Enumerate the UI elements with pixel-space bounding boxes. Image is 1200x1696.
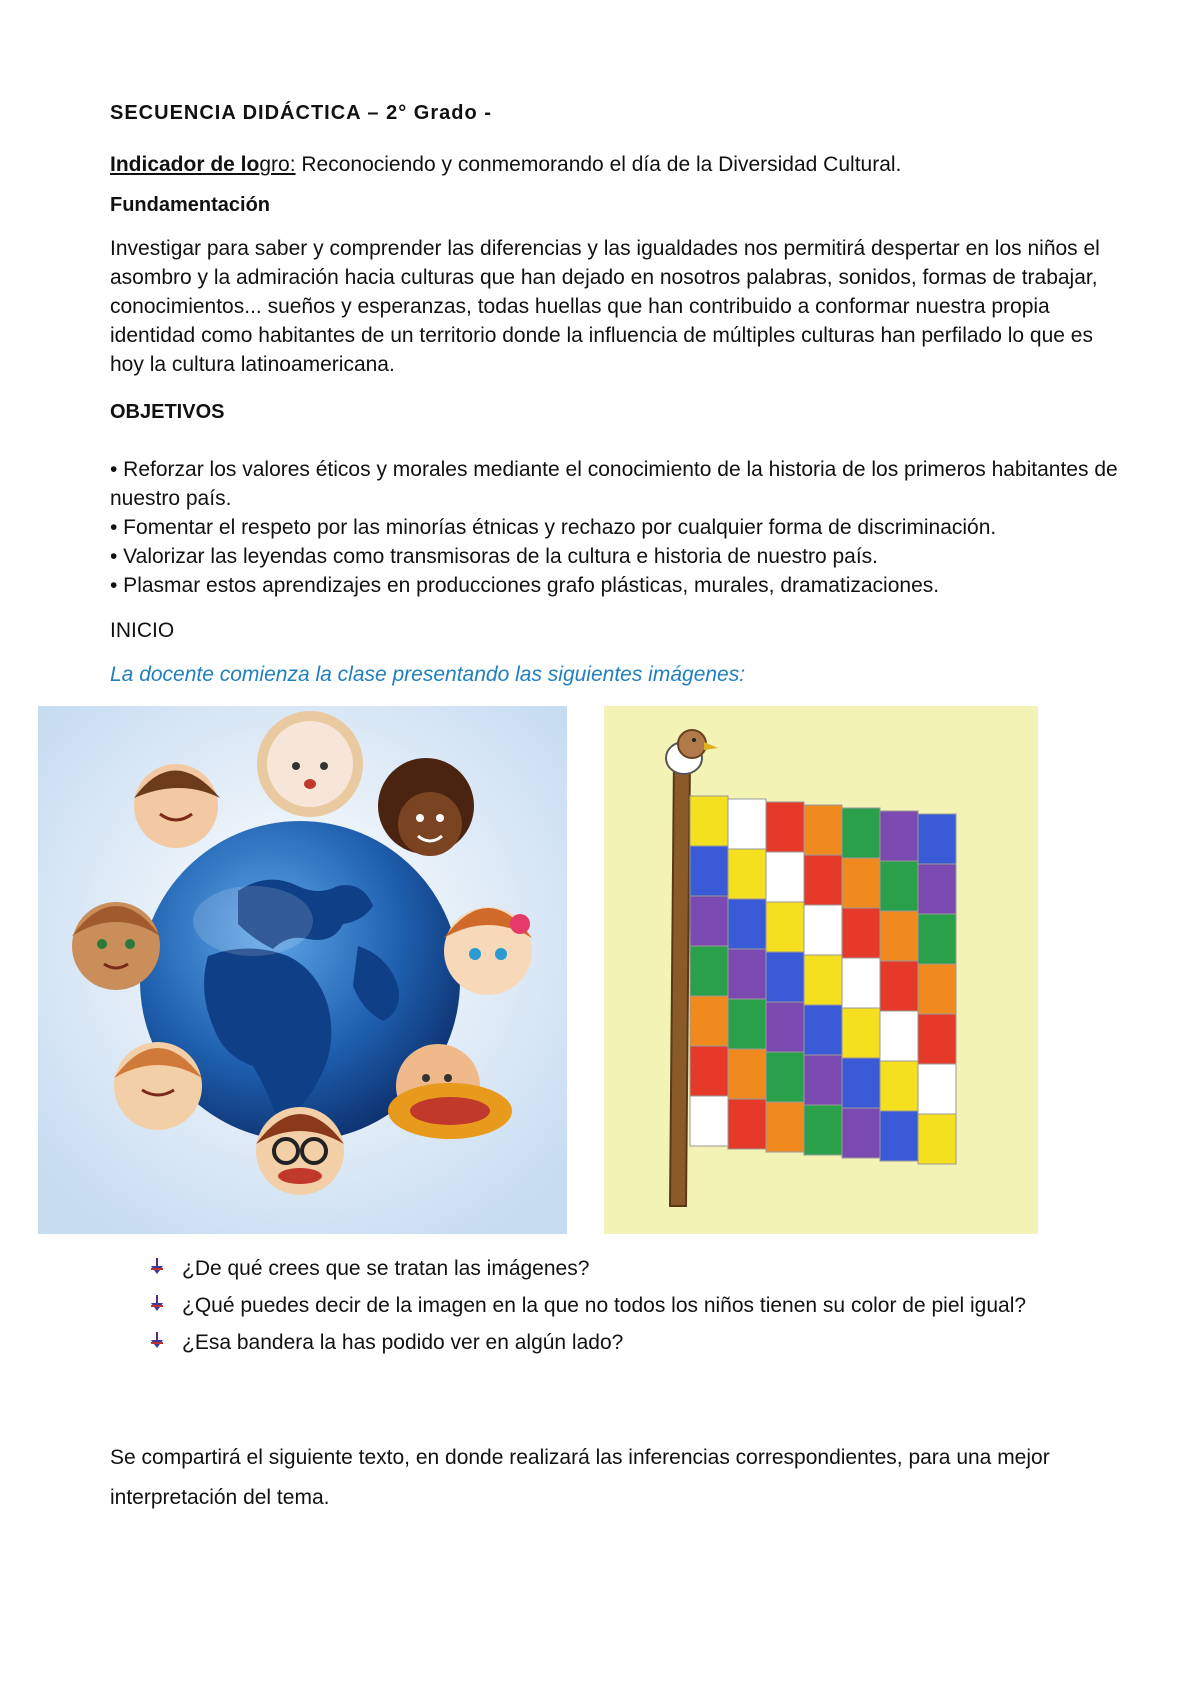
share-text-paragraph: Se compartirá el siguiente texto, en donde realizará las inferencias correspondientes, para una mejor interpretación del tema. (110, 1446, 1050, 1509)
wiphala-square (918, 964, 956, 1014)
wiphala-square (880, 961, 918, 1011)
wiphala-square (918, 1064, 956, 1114)
wiphala-square (728, 999, 766, 1049)
arrow-bullet-icon (148, 1294, 182, 1318)
arrow-bullet-icon (148, 1257, 182, 1281)
question-item (148, 1250, 1148, 1287)
wiphala-square (842, 858, 880, 908)
indicator-label: Indicador de lo (110, 153, 260, 176)
wiphala-square (728, 799, 766, 849)
wiphala-square (766, 902, 804, 952)
indicator-text: Reconociendo y conmemorando el día de la Diversidad Cultural. (295, 153, 902, 176)
wiphala-flag-image (604, 706, 1038, 1234)
wiphala-square (690, 946, 728, 996)
wiphala-square (918, 1014, 956, 1064)
wiphala-square (880, 811, 918, 861)
wiphala-square (690, 1096, 728, 1146)
question-item (148, 1287, 1148, 1324)
wiphala-square (842, 1108, 880, 1158)
child-face-icon (262, 716, 358, 812)
wiphala-square (842, 808, 880, 858)
question-text: ¿Qué puedes decir de la imagen en la que no todos los niños tienen su color de piel igual? (182, 1293, 1027, 1317)
fundamentacion-paragraph: Investigar para saber y comprender las diferencias y las igualdades nos permitirá despertar en los niños el asombro y la admiración hacia culturas que han dejado en nosotros palabras, sonidos, formas de trabajar, conocimientos... sueños y esperanzas, todas huellas que han contribuido a conformar nuestra propia identidad como habitantes de un territorio donde la influencia de múltiples culturas han perfilado lo que es hoy la cultura latinoamericana. (110, 237, 1100, 376)
indicator-line (110, 150, 1130, 179)
wiphala-square (842, 1058, 880, 1108)
wiphala-square (728, 899, 766, 949)
wiphala-checker-grid (690, 796, 956, 1164)
wiphala-square (804, 805, 842, 855)
page-title: SECUENCIA DIDÁCTICA – 2° Grado - (110, 102, 492, 124)
indicator-label-rest: gro: (259, 153, 296, 176)
question-text: ¿De qué crees que se tratan las imágenes? (182, 1256, 590, 1280)
wiphala-square (804, 955, 842, 1005)
docente-intro: La docente comienza la clase presentando las siguientes imágenes: (110, 663, 746, 686)
fundamentacion-heading: Fundamentación (110, 194, 271, 216)
wiphala-square (728, 1049, 766, 1099)
wiphala-square (690, 1046, 728, 1096)
wiphala-square (766, 802, 804, 852)
wiphala-square (804, 855, 842, 905)
child-face-icon (72, 902, 160, 990)
wiphala-square (842, 908, 880, 958)
wiphala-square (842, 1008, 880, 1058)
inicio-heading: INICIO (110, 619, 175, 642)
wiphala-square (728, 849, 766, 899)
wiphala-square (728, 949, 766, 999)
children-around-globe-image (38, 706, 567, 1234)
wiphala-square (690, 896, 728, 946)
wiphala-square (880, 1111, 918, 1161)
wiphala-square (690, 796, 728, 846)
wiphala-square (690, 846, 728, 896)
wiphala-square (918, 1114, 956, 1164)
wiphala-square (842, 958, 880, 1008)
child-face-icon (256, 1107, 344, 1195)
child-face-icon (114, 1042, 202, 1130)
wiphala-square (766, 1102, 804, 1152)
wiphala-square (880, 1061, 918, 1111)
objetivo-item: • Valorizar las leyendas como transmisoras de la cultura e historia de nuestro país. (110, 545, 878, 568)
wiphala-square (804, 1105, 842, 1155)
wiphala-square (804, 1005, 842, 1055)
wiphala-square (918, 914, 956, 964)
wiphala-square (804, 905, 842, 955)
wiphala-square (880, 911, 918, 961)
child-face-icon (444, 907, 532, 995)
question-item (148, 1324, 1148, 1361)
wiphala-square (918, 864, 956, 914)
objetivo-item: • Fomentar el respeto por las minorías étnicas y rechazo por cualquier forma de discriminación. (110, 516, 997, 539)
question-text: ¿Esa bandera la has podido ver en algún lado? (182, 1330, 624, 1354)
wiphala-square (690, 996, 728, 1046)
arrow-bullet-icon (148, 1331, 182, 1355)
objetivos-list (110, 455, 1130, 600)
wiphala-square (766, 852, 804, 902)
wiphala-square (728, 1099, 766, 1149)
wiphala-square (880, 861, 918, 911)
objetivo-item: • Plasmar estos aprendizajes en producciones grafo plásticas, murales, dramatizaciones. (110, 574, 940, 597)
questions-list (148, 1250, 1148, 1361)
wiphala-square (880, 1011, 918, 1061)
objetivos-heading: OBJETIVOS (110, 401, 225, 423)
wiphala-square (766, 1052, 804, 1102)
wiphala-square (804, 1055, 842, 1105)
wiphala-square (766, 1002, 804, 1052)
wiphala-square (766, 952, 804, 1002)
wiphala-square (918, 814, 956, 864)
objetivo-item: • Reforzar los valores éticos y morales mediante el conocimiento de la historia de los primeros habitantes de nuestro país. (110, 458, 1118, 510)
